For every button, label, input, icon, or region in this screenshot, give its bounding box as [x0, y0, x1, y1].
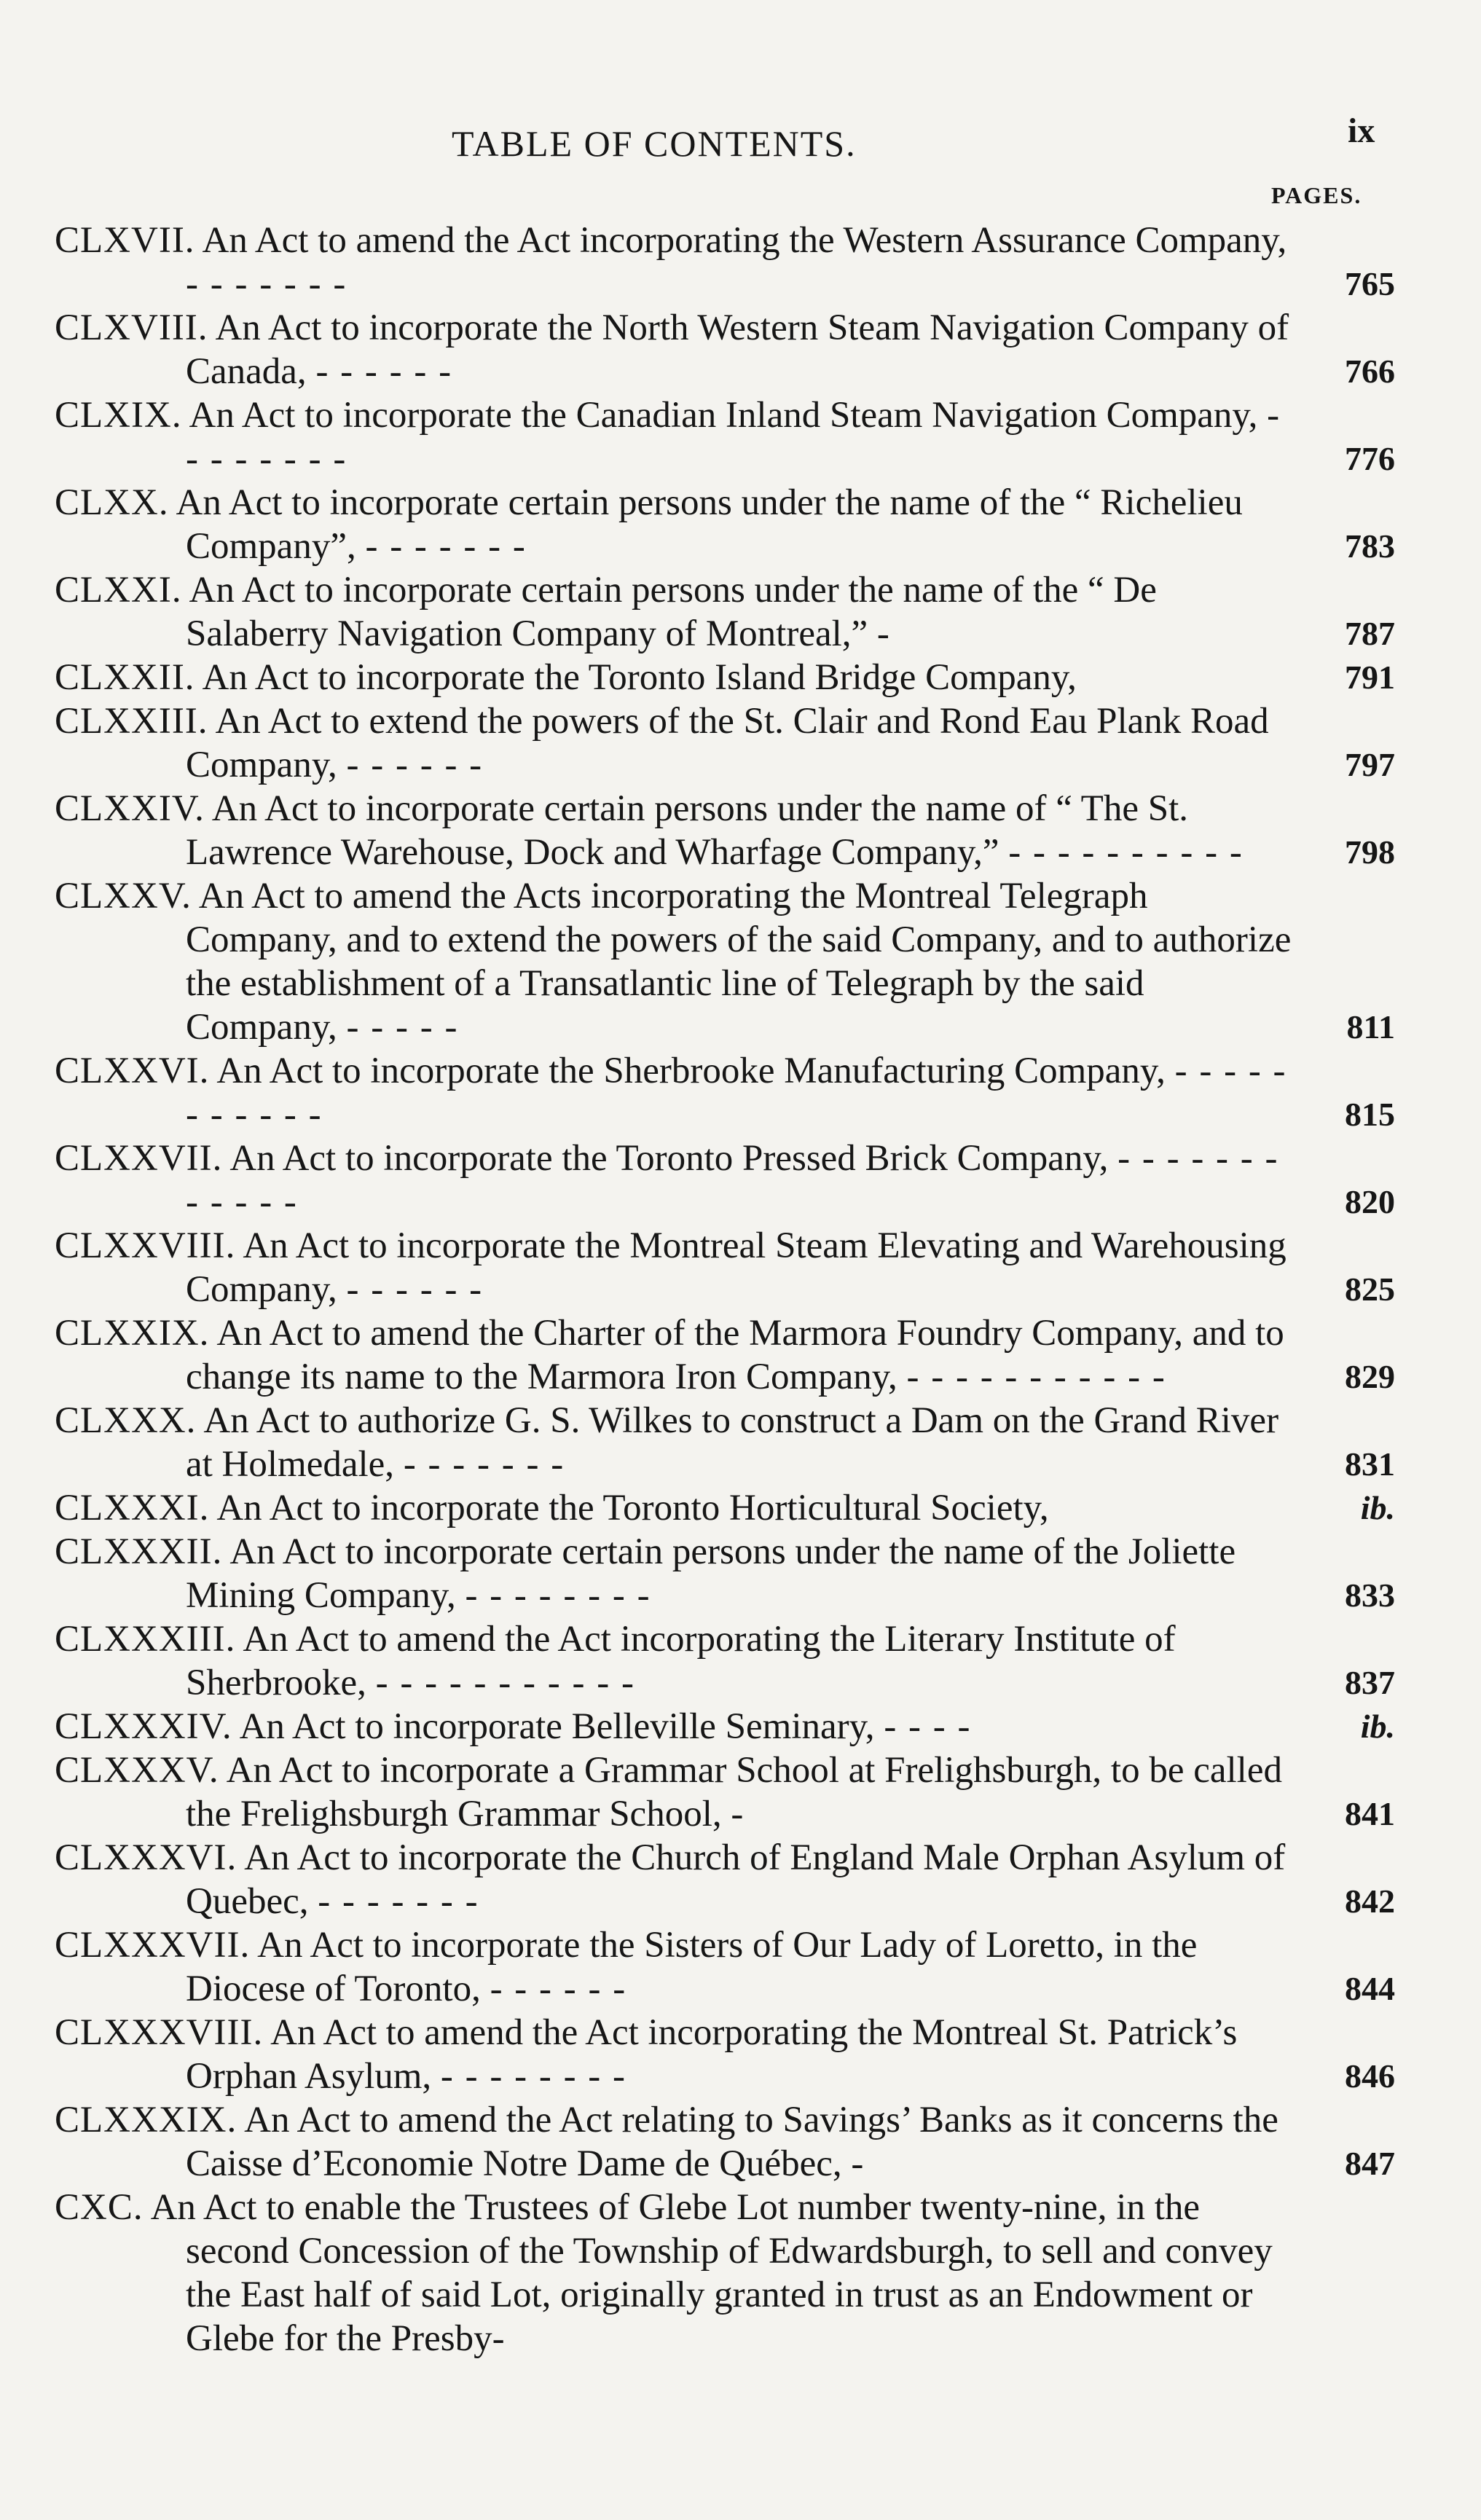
leader-dashes: - - - - - - -: [318, 1881, 479, 1922]
toc-entry: [55, 1224, 1395, 1311]
act-numeral: CLXXXII.: [55, 1531, 223, 1572]
act-title: An Act to amend the Act incorporating the Montreal St. Patrick’s Orphan Asylum,: [186, 2012, 1238, 2097]
page-reference: 798: [1345, 833, 1395, 871]
act-title: An Act to enable the Trustees of Glebe Lot number twenty-nine, in the second Concession of the Township of Edwardsburgh, to sell and convey the East half of said Lot, originally granted in trust as an Endowment or Glebe for the Presby-: [150, 2187, 1273, 2359]
page-reference: 844: [1345, 1970, 1395, 2007]
leader-dashes: - - - - - -: [346, 1269, 484, 1310]
toc-entry: [55, 1617, 1395, 1705]
act-title: An Act to incorporate the Toronto Island Bridge Company,: [202, 657, 1077, 698]
act-title: An Act to amend the Act relating to Savings’ Banks as it concerns the Caisse d’Economie Notre Dame de Québec,: [186, 2100, 1278, 2184]
page-reference: 825: [1345, 1271, 1395, 1308]
page-reference: 783: [1345, 527, 1395, 565]
page-reference: 797: [1345, 746, 1395, 783]
act-title: An Act to amend the Act incorporating the Literary Institute of Sherbrooke,: [186, 1619, 1176, 1703]
page-reference: 820: [1345, 1183, 1395, 1220]
toc-entry: [55, 699, 1395, 787]
leader-dashes: - - - - -: [346, 1007, 459, 1048]
act-numeral: CLXXXV.: [55, 1750, 219, 1791]
toc-entry: [55, 1486, 1395, 1530]
act-numeral: CLXXVII.: [55, 1138, 223, 1179]
act-title: An Act to incorporate the Toronto Pressed Brick Company,: [229, 1138, 1109, 1179]
leader-dashes: - - - - - -: [490, 1968, 627, 2009]
act-title: An Act to incorporate certain persons under the name of the “ Richelieu Company”,: [176, 482, 1243, 567]
act-title: An Act to incorporate a Grammar School at Frelighsburgh, to be called the Frelighsburgh Grammar School,: [186, 1750, 1282, 1834]
act-title: An Act to amend the Acts incorporating the Montreal Telegraph Company, and to extend the powers of the said Company, and to authorize the establishment of a Transatlantic line of Telegraph by the said Company,: [186, 876, 1292, 1048]
toc-entry: [55, 1836, 1395, 1923]
leader-dashes: - - - - - - - -: [186, 395, 1281, 479]
act-numeral: CLXXXVI.: [55, 1837, 237, 1878]
page-reference: 791: [1345, 659, 1395, 696]
toc-entry: [55, 306, 1395, 393]
table-of-contents: [55, 219, 1395, 2360]
toc-entry: [55, 1137, 1395, 1224]
toc-entry: [55, 2098, 1395, 2186]
page-reference: 833: [1345, 1577, 1395, 1614]
act-numeral: CLXXV.: [55, 876, 192, 916]
act-numeral: CLXXXVIII.: [55, 2012, 264, 2053]
act-numeral: CLXXXVII.: [55, 1925, 251, 1966]
act-title: An Act to incorporate the Church of England Male Orphan Asylum of Quebec,: [186, 1837, 1286, 1922]
leader-dashes: - - - - - - - - - - -: [375, 1663, 635, 1703]
toc-entry: [55, 393, 1395, 481]
leader-dashes: -: [876, 613, 891, 654]
act-numeral: CLXVIII.: [55, 307, 208, 348]
toc-entry: [55, 1748, 1395, 1836]
page-reference: 831: [1345, 1445, 1395, 1483]
act-title: An Act to incorporate the Montreal Steam Elevating and Warehousing Company,: [186, 1225, 1286, 1310]
leader-dashes: - - - - - - -: [403, 1444, 565, 1485]
act-numeral: CLXXIX.: [55, 1313, 210, 1354]
leader-dashes: -: [731, 1794, 745, 1834]
toc-entry: [55, 1311, 1395, 1399]
page-reference: 776: [1345, 440, 1395, 477]
act-title: An Act to amend the Charter of the Marmora Foundry Company, and to change its name to the Marmora Iron Company,: [186, 1313, 1284, 1397]
toc-entry: [55, 874, 1395, 1049]
act-numeral: CLXX.: [55, 482, 169, 523]
act-title: An Act to authorize G. S. Wilkes to construct a Dam on the Grand River at Holmedale,: [186, 1400, 1279, 1485]
page-reference: 765: [1345, 265, 1395, 302]
page-reference: 787: [1345, 615, 1395, 652]
leader-dashes: - - - - - - -: [365, 526, 527, 567]
page-reference: 766: [1345, 353, 1395, 390]
page-reference: ib.: [1360, 1489, 1395, 1526]
toc-entry: [55, 2011, 1395, 2098]
act-title: An Act to incorporate the North Western Steam Navigation Company of Canada,: [186, 307, 1289, 392]
toc-entry: [55, 1705, 1395, 1748]
toc-entry: [55, 1399, 1395, 1486]
act-numeral: CLXXXIV.: [55, 1706, 232, 1747]
page-reference: 841: [1345, 1795, 1395, 1832]
act-numeral: CLXXXIX.: [55, 2100, 237, 2140]
leader-dashes: - - - - - - - -: [465, 1575, 651, 1616]
leader-dashes: -: [851, 2143, 865, 2184]
leader-dashes: - - - - - - -: [186, 264, 347, 305]
act-numeral: CLXXI.: [55, 570, 182, 611]
act-numeral: CLXVII.: [55, 220, 195, 261]
act-title: An Act to extend the powers of the St. Clair and Rond Eau Plank Road Company,: [186, 701, 1269, 785]
act-title: An Act to incorporate Belleville Seminary,: [239, 1706, 875, 1747]
leader-dashes: - - - - - - - - - - -: [906, 1357, 1166, 1397]
toc-entry: [55, 1923, 1395, 2011]
leader-dashes: - - - - - - - - - -: [1008, 832, 1244, 873]
act-numeral: CLXXIV.: [55, 788, 205, 829]
toc-entry: [55, 1049, 1395, 1137]
act-numeral: CLXXII.: [55, 657, 195, 698]
toc-entry: [55, 219, 1395, 306]
page-title: TABLE OF CONTENTS.: [452, 123, 857, 164]
act-title: An Act to amend the Act incorporating the Western Assurance Company,: [202, 220, 1287, 261]
act-title: An Act to incorporate certain persons under the name of the Joliette Mining Company,: [186, 1531, 1236, 1616]
act-title: An Act to incorporate certain persons under the name of the “ De Salaberry Navigation Company of Montreal,”: [186, 570, 1157, 654]
act-numeral: CLXXVIII.: [55, 1225, 236, 1266]
act-numeral: CLXXXI.: [55, 1488, 210, 1528]
toc-entry: [55, 481, 1395, 568]
leader-dashes: - - - - - - - - - - -: [186, 1051, 1287, 1135]
toc-entry: [55, 1530, 1395, 1617]
toc-entry: [55, 656, 1395, 699]
act-title: An Act to incorporate certain persons under the name of “ The St. Lawrence Warehouse, Dock and Wharfage Company,”: [186, 788, 1188, 873]
act-numeral: CXC.: [55, 2187, 144, 2228]
page-reference: ib.: [1360, 1708, 1395, 1745]
page-number: ix: [1348, 111, 1375, 150]
act-numeral: CLXXVI.: [55, 1051, 210, 1091]
act-title: An Act to incorporate the Toronto Horticultural Society,: [216, 1488, 1049, 1528]
page-reference: 846: [1345, 2057, 1395, 2095]
page-reference: 847: [1345, 2145, 1395, 2182]
act-numeral: CLXXIII.: [55, 701, 208, 742]
page-reference: 815: [1345, 1096, 1395, 1133]
toc-entry: [55, 568, 1395, 656]
leader-dashes: - - - - - - - - - - - -: [186, 1138, 1279, 1222]
page-reference: 842: [1345, 1883, 1395, 1920]
leader-dashes: - - - -: [884, 1706, 972, 1747]
act-title: An Act to incorporate the Sisters of Our Lady of Loretto, in the Diocese of Toronto,: [186, 1925, 1198, 2009]
toc-entry: [55, 2186, 1395, 2360]
leader-dashes: - - - - - -: [315, 351, 453, 392]
page-reference: 829: [1345, 1358, 1395, 1395]
pages-column-label: PAGES.: [1271, 182, 1362, 208]
act-title: An Act to incorporate the Canadian Inland Steam Navigation Company,: [189, 395, 1258, 436]
toc-entry: [55, 787, 1395, 874]
act-numeral: CLXIX.: [55, 395, 182, 436]
act-numeral: CLXXXIII.: [55, 1619, 236, 1660]
leader-dashes: - - - - - - - -: [440, 2056, 627, 2097]
leader-dashes: - - - - - -: [346, 745, 484, 785]
page-reference: 837: [1345, 1664, 1395, 1701]
page-reference: 811: [1346, 1008, 1395, 1045]
act-title: An Act to incorporate the Sherbrooke Manufacturing Company,: [216, 1051, 1166, 1091]
act-numeral: CLXXX.: [55, 1400, 197, 1441]
